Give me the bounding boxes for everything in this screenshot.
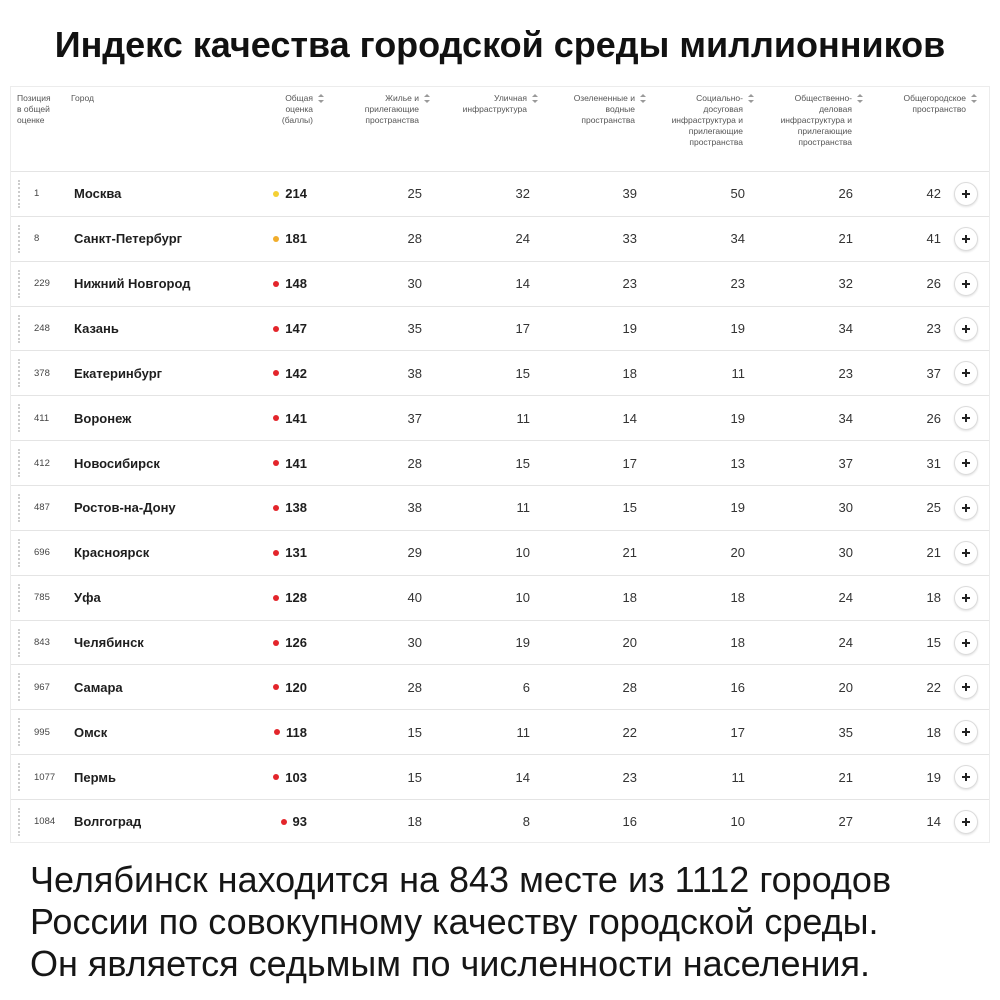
caption-line: Он является седьмым по численности населения. xyxy=(30,943,870,984)
column-header-total-score[interactable] xyxy=(203,93,313,126)
expand-row-button[interactable] xyxy=(954,227,978,251)
total-score-value: 131 xyxy=(285,545,307,561)
public-business-score: 23 xyxy=(838,365,853,381)
street-infrastructure-score: 14 xyxy=(515,769,530,785)
street-infrastructure-score: 14 xyxy=(515,276,530,292)
table-row xyxy=(11,664,990,709)
total-score-cell xyxy=(237,755,307,799)
social-leisure-score: 18 xyxy=(730,590,745,606)
street-infrastructure-score: 11 xyxy=(516,410,530,426)
city-name: Екатеринбург xyxy=(74,365,163,381)
city-name: Самара xyxy=(74,679,123,695)
green-spaces-score: 20 xyxy=(622,635,637,651)
public-business-score: 34 xyxy=(838,410,853,426)
header-label: Общая xyxy=(285,93,313,103)
total-score-value: 118 xyxy=(286,724,307,740)
citywide-space-score: 21 xyxy=(926,545,941,561)
header-line: пространства xyxy=(798,137,852,147)
total-score-value: 126 xyxy=(285,635,307,651)
header-line: (баллы) xyxy=(281,115,313,125)
plus-icon xyxy=(955,273,977,295)
rating-dot-icon xyxy=(273,550,279,556)
housing-score: 30 xyxy=(407,635,422,651)
table-row xyxy=(11,575,990,620)
citywide-space-score: 41 xyxy=(926,231,941,247)
citywide-space-score: 18 xyxy=(926,724,941,740)
housing-score: 35 xyxy=(407,321,422,336)
street-infrastructure-score: 32 xyxy=(515,186,530,202)
table-row xyxy=(11,440,990,485)
table-row xyxy=(11,261,990,306)
city-name: Челябинск xyxy=(74,635,144,651)
drag-handle-icon[interactable] xyxy=(18,494,20,522)
social-leisure-score: 50 xyxy=(730,186,745,202)
housing-score: 37 xyxy=(407,410,422,426)
expand-row-button[interactable] xyxy=(954,451,978,475)
public-business-score: 32 xyxy=(838,276,853,292)
city-name: Новосибирск xyxy=(74,455,160,471)
expand-row-button[interactable] xyxy=(954,810,978,834)
citywide-space-score: 22 xyxy=(926,679,941,695)
table-row xyxy=(11,350,990,395)
green-spaces-score: 39 xyxy=(622,186,637,202)
total-score-value: 142 xyxy=(285,365,307,381)
housing-score: 15 xyxy=(407,769,422,785)
citywide-space-score: 37 xyxy=(926,365,941,381)
header-line: пространство xyxy=(912,104,966,114)
position-cell: 411 xyxy=(34,412,50,424)
drag-handle-icon[interactable] xyxy=(18,449,20,477)
expand-row-button[interactable] xyxy=(954,720,978,744)
position-cell: 1 xyxy=(34,188,40,200)
drag-handle-icon[interactable] xyxy=(18,629,20,657)
total-score-cell xyxy=(237,621,307,665)
drag-handle-icon[interactable] xyxy=(18,315,20,343)
caption xyxy=(30,859,891,985)
citywide-space-score: 23 xyxy=(926,321,941,336)
social-leisure-score: 11 xyxy=(731,365,745,381)
expand-row-button[interactable] xyxy=(954,496,978,520)
rating-dot-icon xyxy=(273,236,279,242)
header-line: Город xyxy=(71,93,94,103)
header-line: в общей xyxy=(17,104,50,114)
street-infrastructure-score: 17 xyxy=(515,321,530,336)
citywide-space-score: 26 xyxy=(926,276,941,292)
social-leisure-score: 13 xyxy=(730,455,745,471)
caption-line: России по совокупному качеству городской среды. xyxy=(30,901,879,942)
public-business-score: 20 xyxy=(838,679,853,695)
city-name: Казань xyxy=(74,321,119,336)
drag-handle-icon[interactable] xyxy=(18,718,20,746)
city-name: Нижний Новгород xyxy=(74,276,191,292)
position-cell: 487 xyxy=(34,502,50,514)
total-score-value: 147 xyxy=(285,321,307,336)
total-score-value: 128 xyxy=(285,590,307,606)
expand-row-button[interactable] xyxy=(954,586,978,610)
housing-score: 28 xyxy=(407,455,422,471)
header-line xyxy=(417,93,527,104)
column-header-street-infrastructure[interactable] xyxy=(417,93,527,115)
drag-handle-icon[interactable] xyxy=(18,539,20,567)
header-line xyxy=(309,93,419,104)
rating-table xyxy=(10,86,990,843)
public-business-score: 21 xyxy=(838,769,853,785)
total-score-value: 214 xyxy=(285,186,307,202)
position-cell: 8 xyxy=(34,233,40,245)
social-leisure-score: 23 xyxy=(730,276,745,292)
table-row xyxy=(11,485,990,530)
social-leisure-score: 19 xyxy=(730,321,745,336)
social-leisure-score: 17 xyxy=(730,724,745,740)
social-leisure-score: 10 xyxy=(730,814,745,830)
city-name: Воронеж xyxy=(74,410,132,426)
rating-dot-icon xyxy=(273,370,279,376)
table-row xyxy=(11,395,990,440)
header-label: Озелененные и xyxy=(573,93,635,103)
social-leisure-score: 11 xyxy=(731,769,745,785)
page-title: Индекс качества городской среды миллионников xyxy=(54,24,946,65)
green-spaces-score: 18 xyxy=(622,590,637,606)
plus-icon xyxy=(955,407,977,429)
plus-icon xyxy=(955,183,977,205)
expand-row-button[interactable] xyxy=(954,361,978,385)
green-spaces-score: 14 xyxy=(622,410,637,426)
header-line: инфраструктура xyxy=(462,104,527,114)
drag-handle-icon[interactable] xyxy=(18,180,20,208)
total-score-value: 148 xyxy=(285,276,307,292)
green-spaces-score: 18 xyxy=(622,365,637,381)
header-line: пространства xyxy=(689,137,743,147)
street-infrastructure-score: 19 xyxy=(515,635,530,651)
housing-score: 29 xyxy=(407,545,422,561)
total-score-cell xyxy=(237,576,307,620)
plus-icon xyxy=(955,497,977,519)
position-cell: 229 xyxy=(34,278,50,290)
drag-handle-icon[interactable] xyxy=(18,808,20,836)
rating-dot-icon xyxy=(281,819,287,825)
header-label: Общегородское xyxy=(903,93,966,103)
expand-row-button[interactable] xyxy=(954,765,978,789)
public-business-score: 26 xyxy=(838,186,853,202)
rating-dot-icon xyxy=(273,415,279,421)
drag-handle-icon[interactable] xyxy=(18,584,20,612)
plus-icon xyxy=(955,452,977,474)
header-label: Общественно- xyxy=(794,93,852,103)
citywide-space-score: 19 xyxy=(926,769,941,785)
total-score-cell xyxy=(237,800,307,843)
street-infrastructure-score: 8 xyxy=(522,814,530,830)
expand-row-button[interactable] xyxy=(954,675,978,699)
position-cell: 378 xyxy=(34,367,50,379)
green-spaces-score: 16 xyxy=(622,814,637,830)
table-body xyxy=(11,171,990,843)
green-spaces-score: 19 xyxy=(622,321,637,336)
header-line: Позиция xyxy=(17,93,51,103)
caption-line: Челябинск находится на 843 месте из 1112 городов xyxy=(30,859,892,900)
total-score-value: 120 xyxy=(285,679,307,695)
city-name: Москва xyxy=(74,186,122,202)
header-line: инфраструктура и xyxy=(671,115,743,125)
housing-score: 15 xyxy=(407,724,422,740)
green-spaces-score: 33 xyxy=(622,231,637,247)
public-business-score: 37 xyxy=(838,455,853,471)
position-cell: 696 xyxy=(34,547,50,559)
total-score-cell xyxy=(237,486,307,530)
plus-icon xyxy=(955,811,977,833)
column-header-social-leisure[interactable] xyxy=(633,93,743,148)
citywide-space-score: 26 xyxy=(926,410,941,426)
position-cell: 967 xyxy=(34,681,50,693)
header-label: Уличная xyxy=(494,93,527,103)
total-score-cell xyxy=(237,441,307,485)
social-leisure-score: 16 xyxy=(730,679,745,695)
position-cell: 843 xyxy=(34,637,50,649)
street-infrastructure-score: 24 xyxy=(515,231,530,247)
housing-score: 40 xyxy=(407,590,422,606)
rating-dot-icon xyxy=(273,640,279,646)
position-cell: 1077 xyxy=(34,771,56,783)
header-line: досуговая xyxy=(703,104,743,114)
drag-handle-icon[interactable] xyxy=(18,404,20,432)
table-row xyxy=(11,306,990,351)
rating-dot-icon xyxy=(273,505,279,511)
total-score-value: 138 xyxy=(285,500,307,516)
total-score-value: 181 xyxy=(285,231,307,247)
expand-row-button[interactable] xyxy=(954,182,978,206)
total-score-value: 93 xyxy=(292,814,307,830)
citywide-space-score: 14 xyxy=(926,814,941,830)
position-cell: 995 xyxy=(34,726,50,738)
header-line: инфраструктура и xyxy=(780,115,852,125)
header-line: деловая xyxy=(819,104,852,114)
column-header-housing[interactable] xyxy=(309,93,419,126)
table-row xyxy=(11,216,990,261)
drag-handle-icon[interactable] xyxy=(18,359,20,387)
plus-icon xyxy=(955,676,977,698)
table-row xyxy=(11,754,990,799)
total-score-value: 141 xyxy=(285,455,307,471)
rating-dot-icon xyxy=(273,774,279,780)
street-infrastructure-score: 11 xyxy=(516,724,530,740)
plus-icon xyxy=(955,632,977,654)
header-line: оценка xyxy=(285,104,313,114)
rating-dot-icon xyxy=(273,684,279,690)
total-score-cell xyxy=(237,262,307,306)
rating-dot-icon xyxy=(273,460,279,466)
total-score-cell xyxy=(237,351,307,395)
social-leisure-score: 19 xyxy=(730,500,745,516)
citywide-space-score: 31 xyxy=(926,455,941,471)
social-leisure-score: 19 xyxy=(730,410,745,426)
drag-handle-icon[interactable] xyxy=(18,763,20,791)
plus-icon xyxy=(955,228,977,250)
rating-dot-icon xyxy=(273,281,279,287)
header-line xyxy=(203,93,313,104)
public-business-score: 24 xyxy=(838,590,853,606)
header-line xyxy=(525,93,635,104)
rating-dot-icon xyxy=(273,326,279,332)
street-infrastructure-score: 6 xyxy=(522,679,530,695)
public-business-score: 35 xyxy=(838,724,853,740)
street-infrastructure-score: 15 xyxy=(515,365,530,381)
table-row xyxy=(11,171,990,216)
housing-score: 25 xyxy=(407,186,422,202)
green-spaces-score: 23 xyxy=(622,769,637,785)
green-spaces-score: 17 xyxy=(622,455,637,471)
plus-icon xyxy=(955,766,977,788)
city-name: Уфа xyxy=(74,590,101,606)
expand-row-button[interactable] xyxy=(954,406,978,430)
position-cell: 785 xyxy=(34,592,50,604)
total-score-cell xyxy=(237,217,307,261)
citywide-space-score: 15 xyxy=(926,635,941,651)
plus-icon xyxy=(955,721,977,743)
plus-icon xyxy=(955,542,977,564)
header-line xyxy=(742,93,852,104)
header-label: Жилье и xyxy=(385,93,419,103)
housing-score: 38 xyxy=(407,500,422,516)
table-row xyxy=(11,530,990,575)
expand-row-button[interactable] xyxy=(954,317,978,341)
green-spaces-score: 23 xyxy=(622,276,637,292)
header-line: водные xyxy=(605,104,635,114)
green-spaces-score: 22 xyxy=(622,724,637,740)
street-infrastructure-score: 11 xyxy=(516,500,530,516)
city-name: Омск xyxy=(74,724,108,740)
total-score-cell xyxy=(237,307,307,351)
header-line: пространства xyxy=(365,115,419,125)
social-leisure-score: 34 xyxy=(730,231,745,247)
housing-score: 30 xyxy=(407,276,422,292)
citywide-space-score: 18 xyxy=(926,590,941,606)
position-cell: 248 xyxy=(34,323,50,334)
header-line: прилегающие xyxy=(364,104,419,114)
public-business-score: 30 xyxy=(838,545,853,561)
total-score-cell xyxy=(237,665,307,709)
social-leisure-score: 20 xyxy=(730,545,745,561)
header-line xyxy=(633,93,743,104)
green-spaces-score: 21 xyxy=(622,545,637,561)
column-header-citywide-space[interactable] xyxy=(856,93,966,115)
drag-handle-icon[interactable] xyxy=(18,225,20,253)
expand-row-button[interactable] xyxy=(954,541,978,565)
city-name: Волгоград xyxy=(74,814,142,830)
column-header-city xyxy=(71,93,94,104)
drag-handle-icon[interactable] xyxy=(18,270,20,298)
column-header-public-business[interactable] xyxy=(742,93,852,148)
housing-score: 28 xyxy=(407,231,422,247)
city-name: Санкт-Петербург xyxy=(74,231,183,247)
public-business-score: 27 xyxy=(838,814,853,830)
sort-arrows-icon[interactable] xyxy=(971,94,977,103)
table-row xyxy=(11,709,990,754)
position-cell: 412 xyxy=(34,457,50,469)
rating-dot-icon xyxy=(273,191,279,197)
total-score-value: 141 xyxy=(285,410,307,426)
green-spaces-score: 28 xyxy=(622,679,637,695)
header-line: прилегающие xyxy=(688,126,743,136)
drag-handle-icon[interactable] xyxy=(18,673,20,701)
total-score-cell xyxy=(237,396,307,440)
public-business-score: 34 xyxy=(838,321,853,336)
green-spaces-score: 15 xyxy=(622,500,637,516)
table-row xyxy=(11,620,990,665)
city-name: Ростов-на-Дону xyxy=(74,500,176,516)
housing-score: 28 xyxy=(407,679,422,695)
position-cell: 1084 xyxy=(34,816,56,828)
expand-row-button[interactable] xyxy=(954,272,978,296)
total-score-cell xyxy=(237,172,307,216)
city-name: Пермь xyxy=(74,769,116,785)
social-leisure-score: 18 xyxy=(730,635,745,651)
citywide-space-score: 25 xyxy=(926,500,941,516)
total-score-cell xyxy=(237,710,307,754)
rating-dot-icon xyxy=(274,729,280,735)
expand-row-button[interactable] xyxy=(954,631,978,655)
plus-icon xyxy=(955,318,977,340)
table-header xyxy=(11,87,990,171)
total-score-cell xyxy=(237,531,307,575)
housing-score: 38 xyxy=(407,365,422,381)
header-line: прилегающие xyxy=(797,126,852,136)
public-business-score: 24 xyxy=(838,635,853,651)
street-infrastructure-score: 10 xyxy=(515,545,530,561)
plus-icon xyxy=(955,587,977,609)
city-name: Красноярск xyxy=(74,545,150,561)
header-line: оценке xyxy=(17,115,45,125)
public-business-score: 21 xyxy=(838,231,853,247)
column-header-green-spaces[interactable] xyxy=(525,93,635,126)
street-infrastructure-score: 15 xyxy=(515,455,530,471)
table-row xyxy=(11,799,990,843)
header-line: пространства xyxy=(581,115,635,125)
plus-icon xyxy=(955,362,977,384)
rating-dot-icon xyxy=(273,595,279,601)
street-infrastructure-score: 10 xyxy=(515,590,530,606)
public-business-score: 30 xyxy=(838,500,853,516)
header-line xyxy=(856,93,966,104)
header-label: Социально- xyxy=(696,93,743,103)
column-header-position xyxy=(17,93,51,126)
citywide-space-score: 42 xyxy=(926,186,941,202)
housing-score: 18 xyxy=(407,814,422,830)
total-score-value: 103 xyxy=(285,769,307,785)
